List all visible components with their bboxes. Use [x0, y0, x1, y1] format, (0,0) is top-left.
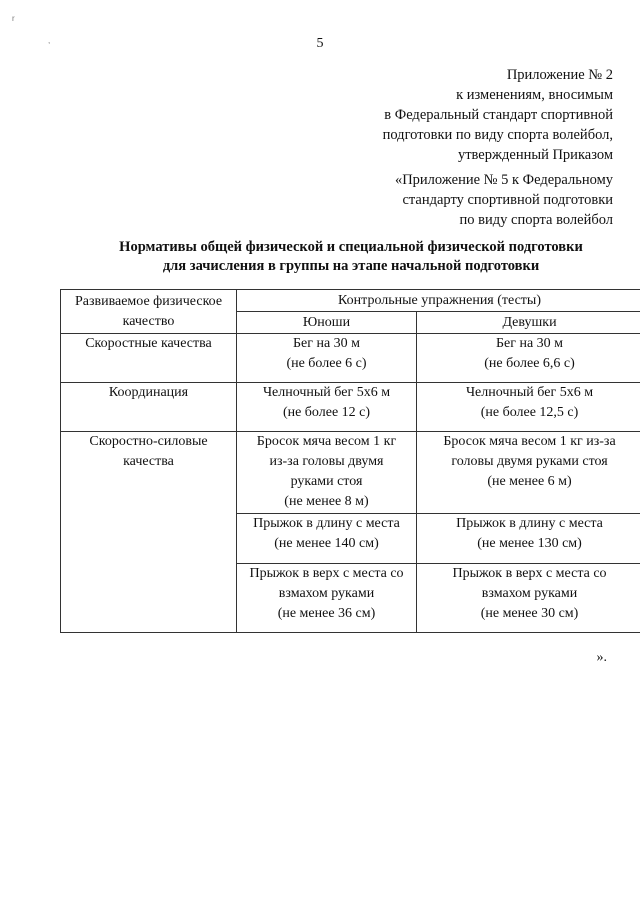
norm-line: Прыжок в длину с места	[253, 516, 400, 531]
norm-line: Прыжок в верх с места со	[249, 566, 404, 581]
annex-header-line: утвержденный Приказом	[457, 147, 613, 163]
norm-line: Бег на 30 м	[292, 336, 361, 351]
table-row	[61, 432, 640, 514]
header-girls-label: Девушки	[502, 315, 557, 330]
norm-line: Прыжок в верх с места со	[452, 566, 607, 581]
page-number: 5	[316, 36, 324, 51]
norm-line: Челночный бег 5х6 м	[262, 385, 391, 400]
header-tests-cell	[237, 290, 640, 312]
scan-mark: ,	[48, 36, 51, 45]
table-row	[61, 383, 640, 432]
boys-norm-cell	[237, 564, 417, 633]
norm-line: (не менее 140 см)	[274, 536, 379, 551]
table-row	[61, 334, 640, 383]
norm-line: (не более 12 с)	[282, 405, 371, 420]
boys-norm-cell	[237, 334, 417, 383]
norms-table	[60, 289, 640, 633]
norm-line: Прыжок в длину с места	[456, 516, 603, 531]
document-title	[60, 238, 640, 276]
closing-quote-mark: ».	[596, 650, 607, 665]
norm-line: взмахом руками	[481, 586, 578, 601]
annex-header-line: в Федеральный стандарт спортивной	[384, 107, 613, 123]
girls-norm-cell	[417, 514, 640, 564]
quality-label: Координация	[108, 385, 189, 400]
header-boys-cell	[237, 312, 417, 334]
annex-reference-line: по виду спорта волейбол	[459, 212, 613, 228]
norm-line: (не менее 8 м)	[284, 494, 369, 509]
document-title-line: для зачисления в группы на этапе начальной подготовки	[162, 258, 540, 274]
scan-mark: r	[12, 14, 15, 23]
header-quality-cell	[61, 290, 237, 334]
girls-norm-cell	[417, 334, 640, 383]
annex-reference-line: «Приложение № 5 к Федеральному	[394, 172, 613, 188]
norm-line: (не более 12,5 с)	[480, 405, 579, 420]
quality-label: Скоростно-силовые качества	[89, 434, 208, 469]
boys-norm-cell	[237, 383, 417, 432]
norm-line: Бег на 30 м	[495, 336, 564, 351]
girls-norm-cell	[417, 564, 640, 633]
annex-header-line: подготовки по виду спорта волейбол,	[382, 127, 613, 143]
header-boys-label: Юноши	[302, 315, 351, 330]
norm-line: Бросок мяча весом 1 кг	[256, 434, 397, 449]
annex-header	[383, 65, 613, 165]
norm-line: руками стоя	[290, 474, 363, 489]
quality-label: Скоростные качества	[85, 336, 212, 351]
norm-line: (не менее 130 см)	[477, 536, 582, 551]
boys-norm-cell	[237, 514, 417, 564]
document-title-line: Нормативы общей физической и специальной физической подготовки	[119, 239, 583, 255]
table-header-row	[61, 290, 640, 312]
annex-reference-line: стандарту спортивной подготовки	[402, 192, 613, 208]
norm-line: головы двумя руками стоя	[451, 454, 608, 469]
header-quality-label: Развиваемое физическое качество	[74, 294, 223, 329]
girls-norm-cell	[417, 383, 640, 432]
norm-line: (не менее 30 см)	[480, 606, 579, 621]
quality-cell	[61, 334, 237, 383]
norm-line: (не менее 36 см)	[277, 606, 376, 621]
annex-header-line: Приложение № 2	[506, 67, 613, 83]
annex-reference	[395, 170, 613, 230]
norm-line: (не менее 6 м)	[487, 474, 572, 489]
norm-line: взмахом руками	[278, 586, 375, 601]
norm-line: (не более 6 с)	[286, 356, 367, 371]
quality-cell	[61, 383, 237, 432]
girls-norm-cell	[417, 432, 640, 514]
annex-header-line: к изменениям, вносимым	[456, 87, 613, 103]
header-tests-label: Контрольные упражнения (тесты)	[338, 293, 541, 308]
norm-line: Бросок мяча весом 1 кг из-за	[443, 434, 616, 449]
quality-cell	[61, 432, 237, 633]
header-girls-cell	[417, 312, 640, 334]
norm-line: из-за головы двумя	[269, 454, 384, 469]
boys-norm-cell	[237, 432, 417, 514]
norm-line: Челночный бег 5х6 м	[465, 385, 594, 400]
norm-line: (не более 6,6 с)	[484, 356, 575, 371]
